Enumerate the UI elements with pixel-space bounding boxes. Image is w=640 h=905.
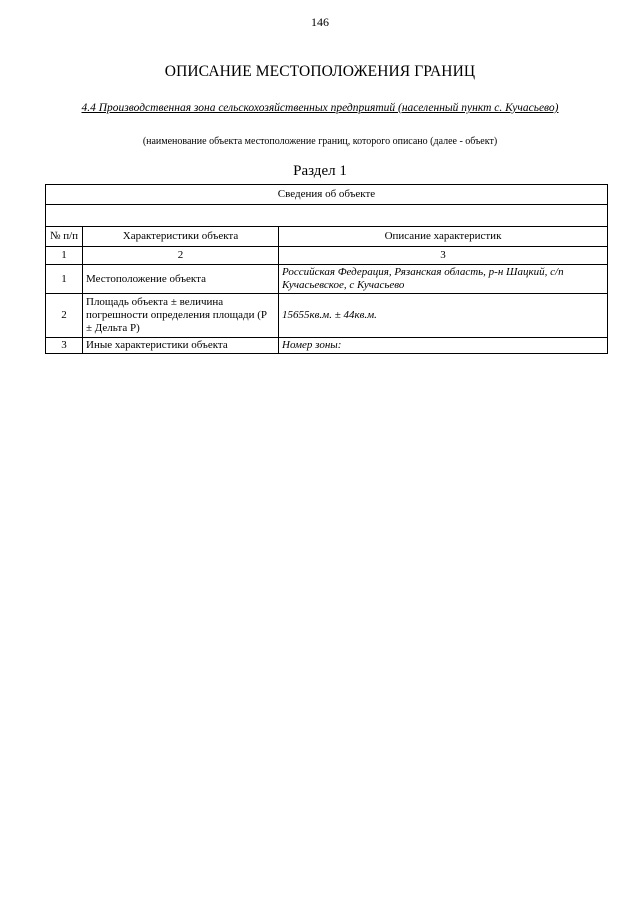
table-row <box>46 294 608 338</box>
row-num: 2 <box>46 294 83 338</box>
table-header-row <box>46 185 608 205</box>
table-columns-row <box>46 227 608 247</box>
row-characteristic: Площадь объекта ± величина погрешности определения площади (Р ± Дельта Р) <box>83 294 279 338</box>
column-header-num: № п/п <box>46 227 83 247</box>
table-header: Сведения об объекте <box>46 185 608 205</box>
page-number: 146 <box>311 15 329 29</box>
object-name-text: 4.4 Производственная зона сельскохозяйственных предприятий (населенный пункт с. Кучасьево) <box>81 102 559 114</box>
object-name <box>0 102 640 114</box>
table-empty-row <box>46 205 608 227</box>
row-description: 15655кв.м. ± 44кв.м. <box>279 294 608 338</box>
page-title: ОПИСАНИЕ МЕСТОПОЛОЖЕНИЯ ГРАНИЦ <box>164 63 476 80</box>
row-num: 3 <box>46 338 83 354</box>
column-header-characteristic: Характеристики объекта <box>83 227 279 247</box>
row-description: Российская Федерация, Рязанская область, р-н Шацкий, с/п Кучасьевское, с Кучасьево <box>279 265 608 294</box>
section-title: Раздел 1 <box>293 163 347 179</box>
table-row <box>46 265 608 294</box>
row-characteristic: Иные характеристики объекта <box>83 338 279 354</box>
row-description: Номер зоны: <box>279 338 608 354</box>
row-num: 1 <box>46 265 83 294</box>
column-number-1: 1 <box>46 247 83 265</box>
table-row <box>46 338 608 354</box>
column-number-3: 3 <box>279 247 608 265</box>
column-number-2: 2 <box>83 247 279 265</box>
column-header-description: Описание характеристик <box>279 227 608 247</box>
row-characteristic: Местоположение объекта <box>83 265 279 294</box>
table-empty-cell <box>46 205 608 227</box>
object-info-table <box>45 184 608 354</box>
table-column-numbers-row <box>46 247 608 265</box>
object-caption: (наименование объекта местоположение границ, которого описано (далее - объект) <box>142 136 498 147</box>
